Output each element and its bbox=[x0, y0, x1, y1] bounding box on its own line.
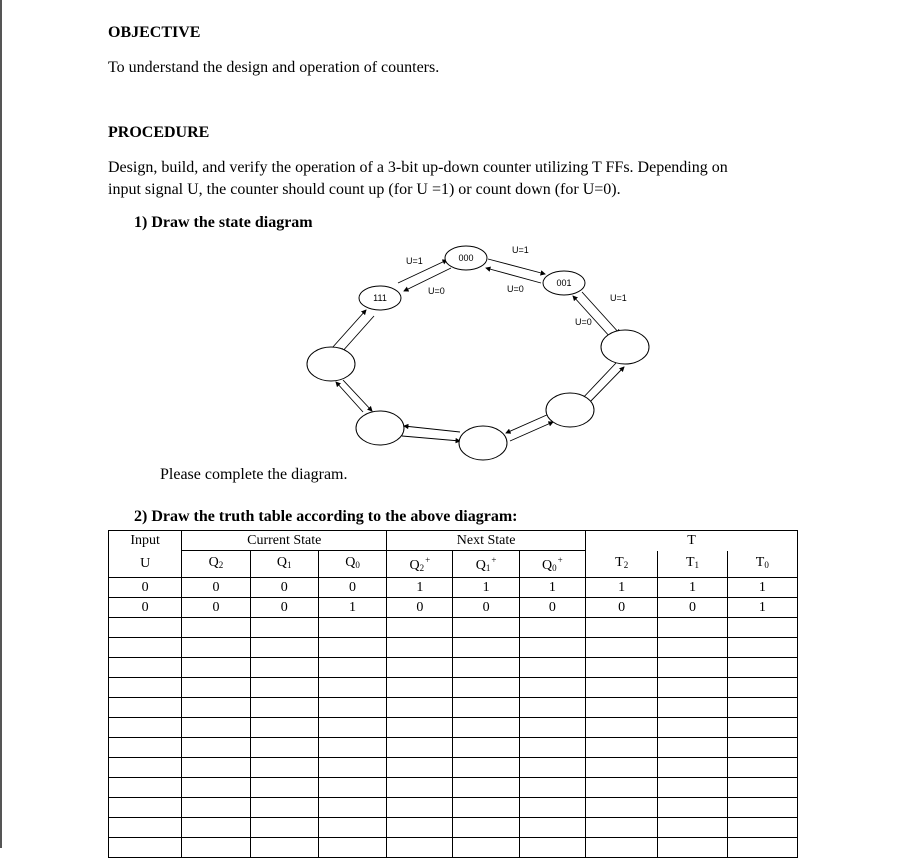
table-cell bbox=[387, 678, 453, 698]
table-cell bbox=[586, 618, 658, 638]
table-cell bbox=[109, 638, 182, 658]
table-cell bbox=[318, 678, 386, 698]
table-cell bbox=[109, 798, 182, 818]
edge-right-lowerright-a bbox=[580, 363, 616, 401]
col-next-q0: $Q_0^+$ bbox=[519, 551, 585, 578]
table-cell bbox=[387, 718, 453, 738]
table-cell bbox=[387, 738, 453, 758]
table-row bbox=[109, 638, 798, 658]
table-cell bbox=[727, 658, 797, 678]
table-cell bbox=[658, 658, 727, 678]
table-cell bbox=[250, 778, 318, 798]
state-000-label: 000 bbox=[458, 253, 474, 263]
table-cell bbox=[109, 818, 182, 838]
objective-text: To understand the design and operation of counters. bbox=[108, 59, 440, 76]
table-cell: 0 bbox=[109, 598, 182, 618]
table-cell bbox=[109, 658, 182, 678]
table-cell bbox=[519, 738, 585, 758]
table-cell bbox=[658, 818, 727, 838]
table-cell bbox=[387, 698, 453, 718]
header-t: T bbox=[586, 531, 798, 551]
table-cell: 1 bbox=[519, 578, 585, 598]
table-cell bbox=[250, 818, 318, 838]
table-cell bbox=[727, 758, 797, 778]
table-cell bbox=[318, 758, 386, 778]
step1-title: 1) Draw the state diagram bbox=[134, 214, 313, 231]
table-cell bbox=[727, 678, 797, 698]
table-cell: 0 bbox=[453, 598, 519, 618]
table-cell: 0 bbox=[182, 578, 250, 598]
table-cell bbox=[519, 758, 585, 778]
objective-heading: OBJECTIVE bbox=[108, 24, 201, 41]
truth-table-column-header-row bbox=[109, 551, 798, 578]
label-u0-b: U=0 bbox=[507, 284, 524, 294]
table-cell bbox=[453, 658, 519, 678]
table-cell bbox=[519, 658, 585, 678]
procedure-line-1: Design, build, and verify the operation of a 3-bit up-down counter utilizing T FFs. Depending on bbox=[108, 159, 728, 176]
table-cell bbox=[109, 758, 182, 778]
table-cell bbox=[727, 618, 797, 638]
table-cell bbox=[182, 698, 250, 718]
table-cell bbox=[387, 798, 453, 818]
label-u1-a: U=1 bbox=[406, 256, 423, 266]
table-cell bbox=[727, 798, 797, 818]
edge-bottom-lowerright-b bbox=[510, 422, 553, 441]
edge-bottom-lowerleft-a bbox=[404, 426, 460, 432]
table-cell: 1 bbox=[453, 578, 519, 598]
table-cell bbox=[318, 738, 386, 758]
table-cell bbox=[519, 618, 585, 638]
label-u0-a: U=0 bbox=[428, 286, 445, 296]
table-cell bbox=[586, 718, 658, 738]
table-cell bbox=[109, 718, 182, 738]
table-cell bbox=[658, 738, 727, 758]
table-cell bbox=[658, 798, 727, 818]
state-111-label: 111 bbox=[373, 293, 387, 303]
table-cell bbox=[519, 698, 585, 718]
table-cell bbox=[387, 818, 453, 838]
table-cell bbox=[318, 638, 386, 658]
table-cell bbox=[318, 718, 386, 738]
table-cell bbox=[250, 718, 318, 738]
table-cell bbox=[658, 778, 727, 798]
table-cell bbox=[519, 718, 585, 738]
table-cell bbox=[318, 618, 386, 638]
table-cell bbox=[586, 698, 658, 718]
table-cell: 0 bbox=[658, 598, 727, 618]
table-cell: 1 bbox=[318, 598, 386, 618]
table-row bbox=[109, 658, 798, 678]
table-cell bbox=[109, 738, 182, 758]
state-001-label: 001 bbox=[556, 278, 572, 288]
label-u0-c: U=0 bbox=[575, 317, 592, 327]
col-u: U bbox=[109, 551, 182, 578]
table-cell bbox=[727, 738, 797, 758]
table-cell bbox=[658, 718, 727, 738]
table-cell bbox=[318, 798, 386, 818]
table-cell bbox=[658, 758, 727, 778]
col-next-q2: $Q_2^+$ bbox=[387, 551, 453, 578]
label-u1-b: U=1 bbox=[512, 245, 529, 255]
table-cell bbox=[453, 698, 519, 718]
table-cell bbox=[727, 718, 797, 738]
edge-lowerleft-bottom-b bbox=[402, 436, 460, 441]
table-cell bbox=[109, 618, 182, 638]
table-cell bbox=[250, 758, 318, 778]
table-cell bbox=[658, 638, 727, 658]
table-cell bbox=[727, 698, 797, 718]
table-cell bbox=[586, 798, 658, 818]
table-cell bbox=[586, 778, 658, 798]
table-cell bbox=[586, 638, 658, 658]
table-cell bbox=[453, 738, 519, 758]
table-cell bbox=[109, 698, 182, 718]
table-cell bbox=[109, 678, 182, 698]
table-cell: 0 bbox=[250, 578, 318, 598]
table-cell: 1 bbox=[387, 578, 453, 598]
table-cell bbox=[318, 658, 386, 678]
table-cell: 1 bbox=[727, 578, 797, 598]
table-cell bbox=[387, 618, 453, 638]
table-cell bbox=[182, 738, 250, 758]
table-cell bbox=[453, 818, 519, 838]
table-cell bbox=[250, 738, 318, 758]
table-cell bbox=[658, 698, 727, 718]
table-row bbox=[109, 758, 798, 778]
table-cell bbox=[109, 778, 182, 798]
table-cell bbox=[586, 738, 658, 758]
table-cell bbox=[453, 618, 519, 638]
table-cell: 0 bbox=[182, 598, 250, 618]
diagram-note: Please complete the diagram. bbox=[160, 466, 348, 483]
table-cell bbox=[586, 758, 658, 778]
edge-lowerright-right-b bbox=[586, 367, 624, 406]
table-cell: 0 bbox=[387, 598, 453, 618]
table-cell bbox=[250, 638, 318, 658]
table-row bbox=[109, 718, 798, 738]
table-cell bbox=[182, 798, 250, 818]
col-q1: $Q_1$ bbox=[250, 551, 318, 578]
state-lower-right bbox=[546, 393, 594, 427]
col-t0: $T_0$ bbox=[727, 551, 797, 578]
table-cell bbox=[318, 818, 386, 838]
table-row bbox=[109, 698, 798, 718]
table-cell bbox=[727, 638, 797, 658]
table-cell: 0 bbox=[109, 578, 182, 598]
table-row bbox=[109, 678, 798, 698]
table-cell bbox=[182, 758, 250, 778]
table-cell bbox=[182, 678, 250, 698]
table-cell bbox=[453, 678, 519, 698]
table-cell bbox=[519, 638, 585, 658]
table-cell bbox=[182, 638, 250, 658]
table-cell bbox=[387, 638, 453, 658]
table-cell: 1 bbox=[727, 598, 797, 618]
header-input: Input bbox=[109, 531, 182, 551]
table-cell bbox=[250, 698, 318, 718]
edge-001-000-down bbox=[486, 268, 541, 283]
state-left bbox=[307, 347, 355, 381]
table-cell bbox=[453, 778, 519, 798]
label-u1-c: U=1 bbox=[610, 293, 627, 303]
header-next-state: Next State bbox=[387, 531, 586, 551]
state-right bbox=[601, 330, 649, 364]
table-cell bbox=[453, 718, 519, 738]
table-cell bbox=[250, 618, 318, 638]
table-cell bbox=[250, 658, 318, 678]
table-cell bbox=[182, 618, 250, 638]
table-cell bbox=[182, 658, 250, 678]
table-cell bbox=[387, 778, 453, 798]
table-cell bbox=[519, 778, 585, 798]
header-current-state: Current State bbox=[182, 531, 387, 551]
table-cell bbox=[182, 778, 250, 798]
table-cell bbox=[453, 798, 519, 818]
table-cell bbox=[387, 758, 453, 778]
procedure-line-2: input signal U, the counter should count up (for U =1) or count down (for U=0). bbox=[108, 181, 621, 198]
col-q0: $Q_0$ bbox=[318, 551, 386, 578]
table-cell bbox=[387, 658, 453, 678]
truth-table-body bbox=[109, 578, 798, 858]
table-row bbox=[109, 818, 798, 838]
step2-title: 2) Draw the truth table according to the above diagram: bbox=[134, 508, 518, 525]
state-lower-left bbox=[356, 411, 404, 445]
table-cell bbox=[519, 818, 585, 838]
table-cell bbox=[586, 678, 658, 698]
table-cell bbox=[318, 698, 386, 718]
table-cell bbox=[182, 818, 250, 838]
table-cell bbox=[519, 678, 585, 698]
edge-lowerright-bottom-a bbox=[506, 414, 549, 433]
state-bottom bbox=[459, 426, 507, 460]
table-cell bbox=[727, 778, 797, 798]
table-cell bbox=[658, 618, 727, 638]
table-row bbox=[109, 738, 798, 758]
table-cell: 1 bbox=[586, 578, 658, 598]
col-next-q1: $Q_1^+$ bbox=[453, 551, 519, 578]
table-cell bbox=[658, 678, 727, 698]
table-cell: 0 bbox=[519, 598, 585, 618]
table-cell: 0 bbox=[586, 598, 658, 618]
table-cell bbox=[586, 658, 658, 678]
table-row bbox=[109, 778, 798, 798]
table-cell bbox=[727, 818, 797, 838]
table-cell bbox=[519, 798, 585, 818]
table-cell bbox=[453, 758, 519, 778]
table-cell: 0 bbox=[318, 578, 386, 598]
col-t1: $T_1$ bbox=[658, 551, 727, 578]
table-row bbox=[109, 598, 798, 618]
truth-table bbox=[108, 530, 798, 858]
table-cell bbox=[586, 818, 658, 838]
table-row bbox=[109, 618, 798, 638]
table-cell: 1 bbox=[658, 578, 727, 598]
edge-000-001-up bbox=[488, 259, 545, 274]
table-cell bbox=[182, 718, 250, 738]
col-t2: $T_2$ bbox=[586, 551, 658, 578]
edge-left-111-a bbox=[332, 310, 366, 348]
table-row bbox=[109, 798, 798, 818]
col-q2: $Q_2$ bbox=[182, 551, 250, 578]
truth-table-group-header-row bbox=[109, 531, 798, 551]
edge-111-left-b bbox=[341, 316, 374, 353]
table-cell bbox=[250, 798, 318, 818]
procedure-heading: PROCEDURE bbox=[108, 124, 210, 141]
table-cell bbox=[453, 638, 519, 658]
table-cell: 0 bbox=[250, 598, 318, 618]
table-cell bbox=[318, 778, 386, 798]
table-row bbox=[109, 578, 798, 598]
table-cell bbox=[250, 678, 318, 698]
